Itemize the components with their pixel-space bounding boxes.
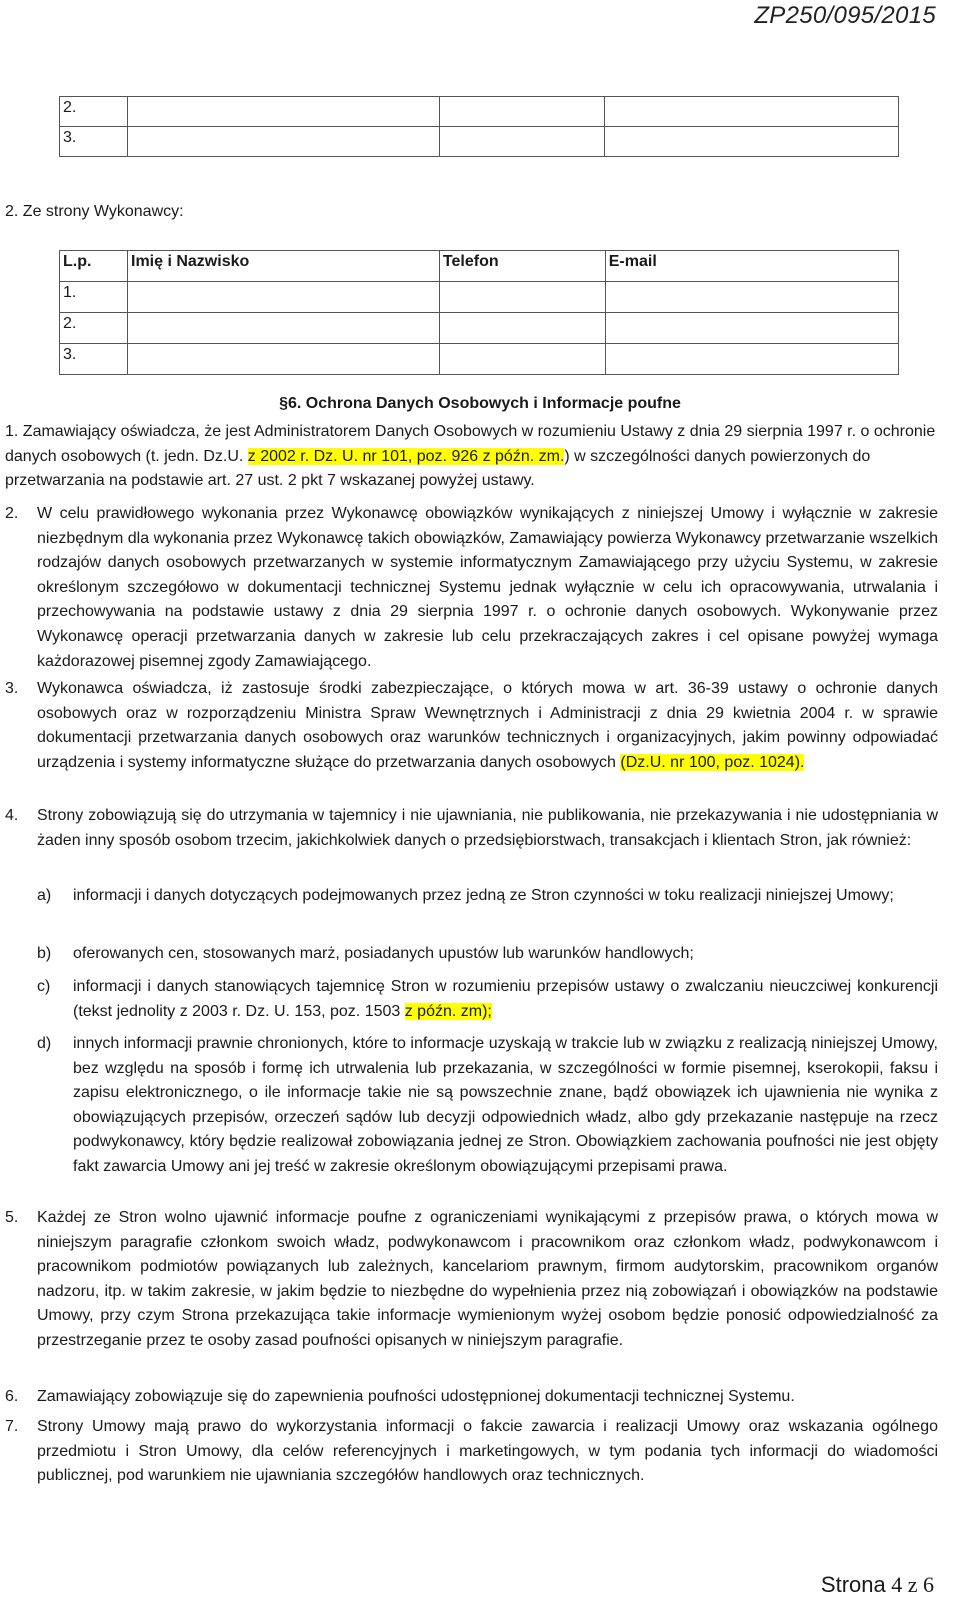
highlighted-citation: (Dz.U. nr 100, poz. 1024). [620, 753, 805, 771]
paragraph-5 [5, 1206, 938, 1354]
column-header: E-mail [605, 251, 898, 282]
table-row [60, 97, 899, 127]
table-cell [128, 313, 440, 344]
list-item-b [37, 942, 938, 967]
table-cell [439, 344, 605, 375]
contact-table-zamawiajacy [59, 96, 899, 157]
table-cell [605, 282, 898, 313]
list-item-label: a) [37, 887, 52, 904]
paragraph-text: Strony zobowiązują się do utrzymania w tajemnicy i nie ujawniania, nie publikowania, nie przekazywania i nie udostępniania w żaden inny sposób osobom trzecim, jakichkolwiek danych o przedsiębiorstwach, transakcjach i klientach Stron, jak również: [37, 807, 938, 849]
table-cell [127, 97, 439, 127]
paragraph-number: 3. [5, 680, 19, 697]
table-cell [439, 97, 604, 127]
paragraph-1 [5, 420, 938, 494]
table-cell: 2. [60, 97, 128, 127]
table-cell: 2. [60, 313, 128, 344]
table-cell [439, 282, 605, 313]
paragraph-4 [5, 804, 938, 853]
list-item-text: innych informacji prawnie chronionych, które to informacje uzyskają w trakcie lub w związku z realizacją niniejszej Umowy, bez względu na sposób i formę ich utrwalenia lub przekazania, w szczególności w formie pisemnej, kserokopii, faksu i zapisu elektronicznego, o ile informacje takie nie są powszechnie znane, bądź obowiązek ich ujawnienia nie wynika z obowiązujących przepisów, orzeczeń sądów lub decyzji odpowiednich władz, albo gdy przekazanie następuje na rzecz podwykonawcy, który będzie realizował zobowiązania jednej ze Stron. Obowiązkiem zachowania poufności nie jest objęty fakt zawarcia Umowy ani jej treść w zakresie określonym obowiązującymi przepisami prawa. [73, 1035, 938, 1175]
list-item-c [37, 975, 938, 1024]
table-cell: 1. [60, 282, 128, 313]
paragraph-6 [5, 1385, 938, 1410]
list-item-label: d) [37, 1035, 52, 1052]
table-cell: 3. [60, 127, 128, 157]
table-cell [605, 344, 898, 375]
paragraph-number: 2. [5, 505, 19, 522]
list-item-text: informacji i danych dotyczących podejmowanych przez jedną ze Stron czynności w toku realizacji niniejszej Umowy; [73, 887, 894, 904]
paragraph-text: ) w szczególności danych powierzonych do przetwarzania na podstawie art. 27 ust. 2 pkt 7 wskazanej powyżej ustawy. [5, 447, 871, 490]
paragraph-text: Zamawiający zobowiązuje się do zapewnienia poufności udostępnionej dokumentacji technicznej Systemu. [37, 1388, 795, 1405]
table-cell [439, 313, 605, 344]
column-header: L.p. [60, 251, 128, 282]
page-of: z [907, 1572, 918, 1597]
column-header: Imię i Nazwisko [128, 251, 440, 282]
paragraph-number: 7. [5, 1418, 19, 1435]
page-label: Strona [820, 1572, 886, 1597]
table-cell [604, 97, 898, 127]
contact-table-wykonawca [59, 250, 899, 375]
paragraph-3 [5, 677, 938, 775]
table-cell [605, 313, 898, 344]
paragraph-number: 5. [5, 1209, 19, 1226]
paragraph-text: Każdej ze Stron wolno ujawnić informacje poufne z ograniczeniami wynikającymi z przepisów prawa, o których mowa w niniejszym paragrafie członkom swoich władz, podwykonawcom i pracownikom oraz członkom władz, podwykonawcom i pracownikom podmiotów powiązanych lub zależnych, kancelariom prawnym, firmom audytorskim, pracownikom organów nadzoru, itp. w takim zakresie, w jakim będzie to niezbędne do wypełnienia przez nią zobowiązań i obowiązków na podstawie Umowy, przy czym Strona przekazująca takie informacje wymienionym wyżej osobom będzie ponosić odpowiedzialność za przestrzeganie przez te osoby zasad poufności opisanych w niniejszym paragrafie. [37, 1209, 938, 1349]
paragraph-text: W celu prawidłowego wykonania przez Wykonawcę obowiązków wynikających z niniejszej Umowy i wyłącznie w zakresie niezbędnym dla wykonania przez Wykonawcę takich obowiązków, Zamawiający powierza Wykonawcy przetwarzanie wszelkich rodzajów danych osobowych przetwarzanych w systemie informatycznym Zamawiającego przy użyciu Systemu, w zakresie określonym szczegółowo w dokumentacji technicznej Systemu jednak wyłącznie w celu ich opracowywania, utrwalania i przechowywania na podstawie ustawy z dnia 29 sierpnia 1997 r. o ochronie danych osobowych. Wykonywanie przez Wykonawcę operacji przetwarzania danych w zakresie lub celu przekraczających zakres i cel opisane powyżej wymaga każdorazowej pisemnej zgody Zamawiającego. [37, 505, 938, 670]
paragraph-text: Zamawiający oświadcza, że jest Administratorem Danych Osobowych w rozumieniu Ustawy z dnia 29 sierpnia 1997 r. o ochronie danych osobowych (t. jedn. Dz.U. [5, 423, 936, 465]
page-number: 4 [891, 1572, 903, 1597]
table-row [60, 282, 899, 313]
table-row [60, 127, 899, 157]
table-cell [128, 344, 440, 375]
side-label-wykonawca: 2. Ze strony Wykonawcy: [5, 203, 184, 220]
list-item-text: informacji i danych stanowiących tajemnicę Stron w rozumieniu przepisów ustawy o zwalczaniu nieuczciwej konkurencji (tekst jednolity z 2003 r. Dz. U. 153, poz. 1503 [73, 978, 938, 1020]
highlighted-citation: z późn. zm); [404, 1002, 492, 1020]
document-id: ZP250/095/2015 [754, 2, 936, 29]
paragraph-text: Strony Umowy mają prawo do wykorzystania informacji o fakcie zawarcia i realizacji Umowy oraz wskazania ogólnego przedmiotu i Stron Umowy, dla celów referencyjnych i marketingowych, w tym podania tych informacji do wiadomości publicznej, pod warunkiem nie ujawniania szczegółów handlowych oraz technicznych. [37, 1418, 938, 1485]
table-cell: 3. [60, 344, 128, 375]
page-footer [821, 1572, 934, 1598]
highlighted-citation: z 2002 r. Dz. U. nr 101, poz. 926 z późn. zm. [247, 447, 565, 465]
section-heading: §6. Ochrona Danych Osobowych i Informacje poufne [279, 395, 681, 412]
paragraph-number: 1. [5, 423, 19, 440]
paragraph-7 [5, 1415, 938, 1489]
table-cell [604, 127, 898, 157]
column-header: Telefon [439, 251, 605, 282]
table-row [60, 344, 899, 375]
table-row [60, 313, 899, 344]
list-item-a [37, 884, 938, 909]
list-item-label: c) [37, 978, 51, 995]
paragraph-2 [5, 502, 938, 674]
table-cell [127, 127, 439, 157]
table-cell [128, 282, 440, 313]
list-item-label: b) [37, 945, 52, 962]
paragraph-number: 4. [5, 807, 19, 824]
table-cell [439, 127, 604, 157]
paragraph-text: Wykonawca oświadcza, iż zastosuje środki zabezpieczające, o których mowa w art. 36-39 ustawy o ochronie danych osobowych oraz w rozporządzeniu Ministra Spraw Wewnętrznych i Administracji z dnia 29 kwietnia 2004 r. w sprawie dokumentacji przetwarzania danych osobowych oraz warunków technicznych i organizacyjnych, jakim powinny odpowiadać urządzenia i systemy informatyczne służące do przetwarzania danych osobowych [37, 680, 938, 771]
paragraph-number: 6. [5, 1388, 19, 1405]
list-item-text: oferowanych cen, stosowanych marż, posiadanych upustów lub warunków handlowych; [73, 945, 694, 962]
list-item-d [37, 1032, 938, 1180]
table-header-row [60, 251, 899, 282]
page-total: 6 [923, 1572, 934, 1597]
